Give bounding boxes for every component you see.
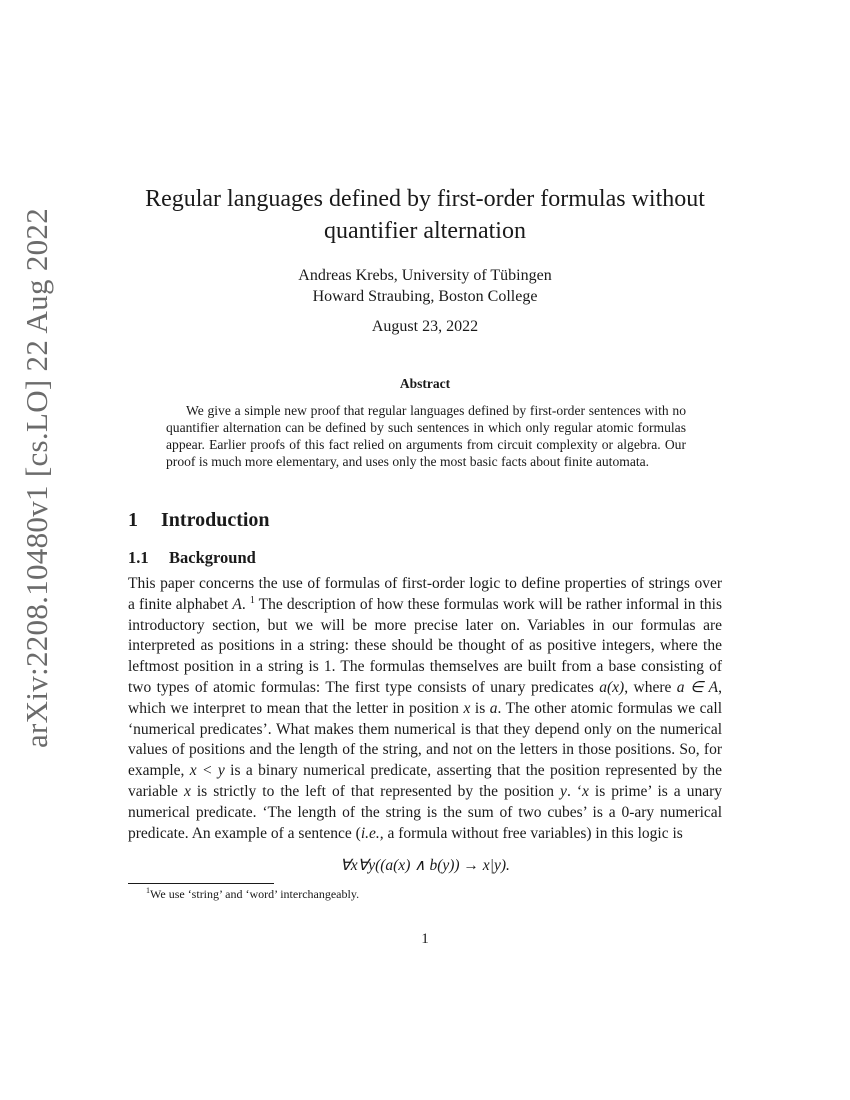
text-run: . ‘ (566, 782, 582, 800)
author-line: Howard Straubing, Boston College (312, 288, 538, 305)
math-inline: x (183, 782, 191, 800)
author-list (128, 265, 722, 307)
text-run: is strictly to the left of that represented by the position (190, 782, 561, 800)
page-number: 1 (421, 931, 429, 947)
footnote-divider (128, 883, 274, 884)
text-run: The description of how these formulas work will be rather informal in this introductory section, but we will be more precise later on. Variables in our formulas are interpreted as positions in a string: these should be thought of as positive integers, where the leftmost position in a string is 1. The formulas themselves are built from a base consisting of two types of atomic formulas: The first type consists of unary predicates (128, 595, 722, 696)
text-run: is a binary numerical predicate, asserting that the position represented by the variable (128, 762, 723, 800)
text-run: , where (624, 678, 677, 696)
text-run: a formula without free variables) in this logic is (383, 824, 683, 842)
text-run: is (470, 699, 490, 717)
abstract-text: We give a simple new proof that regular languages defined by first-order sentences with no quantifier alternation can be defined by such sentences in which only regular atomic formulas appear. Earlier proofs of this fact relied on arguments from circuit complexity or algebra. Our proof is much more elementary, and uses only the most basic facts about finite automata. (166, 403, 686, 470)
paper-date: August 23, 2022 (371, 318, 479, 335)
text-run: , which we interpret to mean that the letter in position (128, 678, 722, 717)
text-run: . The other atomic formulas we call ‘numerical predicates’. What makes them numerical is that they depend only on the numerical values of positions and the length of the string, and not on the letters in those positions. So, for example, (128, 699, 723, 780)
text-run: This paper concerns the use of formulas of first-order logic to define properties of strings over a finite alphabet (128, 575, 722, 613)
display-formula: ∀x∀y((a(x) ∧ b(y)) → x|y). (340, 857, 510, 874)
math-inline: x < y (189, 762, 225, 780)
subsection-heading (128, 548, 256, 568)
abstract-heading: Abstract (399, 376, 451, 391)
math-inline: a (489, 699, 498, 717)
arxiv-identifier-stamp: arXiv:2208.10480v1 [cs.LO] 22 Aug 2022 (19, 207, 54, 749)
footnote-marker[interactable]: 1 (249, 594, 255, 606)
author-line: Andreas Krebs, University of Tübingen (298, 267, 552, 284)
section-heading (128, 509, 270, 532)
footnote-mark: 1 (146, 886, 150, 895)
footnote (146, 887, 359, 902)
subsection-title: Background (169, 548, 256, 567)
math-inline: a(x) (599, 678, 625, 696)
math-inline: y (560, 782, 567, 800)
text-run: . (241, 595, 250, 613)
latin-abbreviation: i.e., (360, 824, 384, 842)
math-inline: x (582, 782, 589, 800)
footnote-text: We use ‘string’ and ‘word’ interchangeably. (150, 887, 360, 901)
math-inline: x (463, 699, 471, 717)
text-run: is prime’ is a unary numerical predicate. ‘The length of the string is the sum of two cubes’ is a 0-ary numerical predicate. An example of a sentence ( (128, 782, 722, 842)
section-title: Introduction (161, 509, 270, 531)
math-inline: a ∈ A (676, 678, 719, 696)
body-paragraph (128, 574, 722, 844)
paper-title: Regular languages defined by first-order formulas without quantifier alternation (145, 186, 705, 244)
subsection-number: 1.1 (128, 548, 149, 567)
section-number: 1 (128, 509, 138, 531)
math-alphabet: A (232, 595, 242, 613)
